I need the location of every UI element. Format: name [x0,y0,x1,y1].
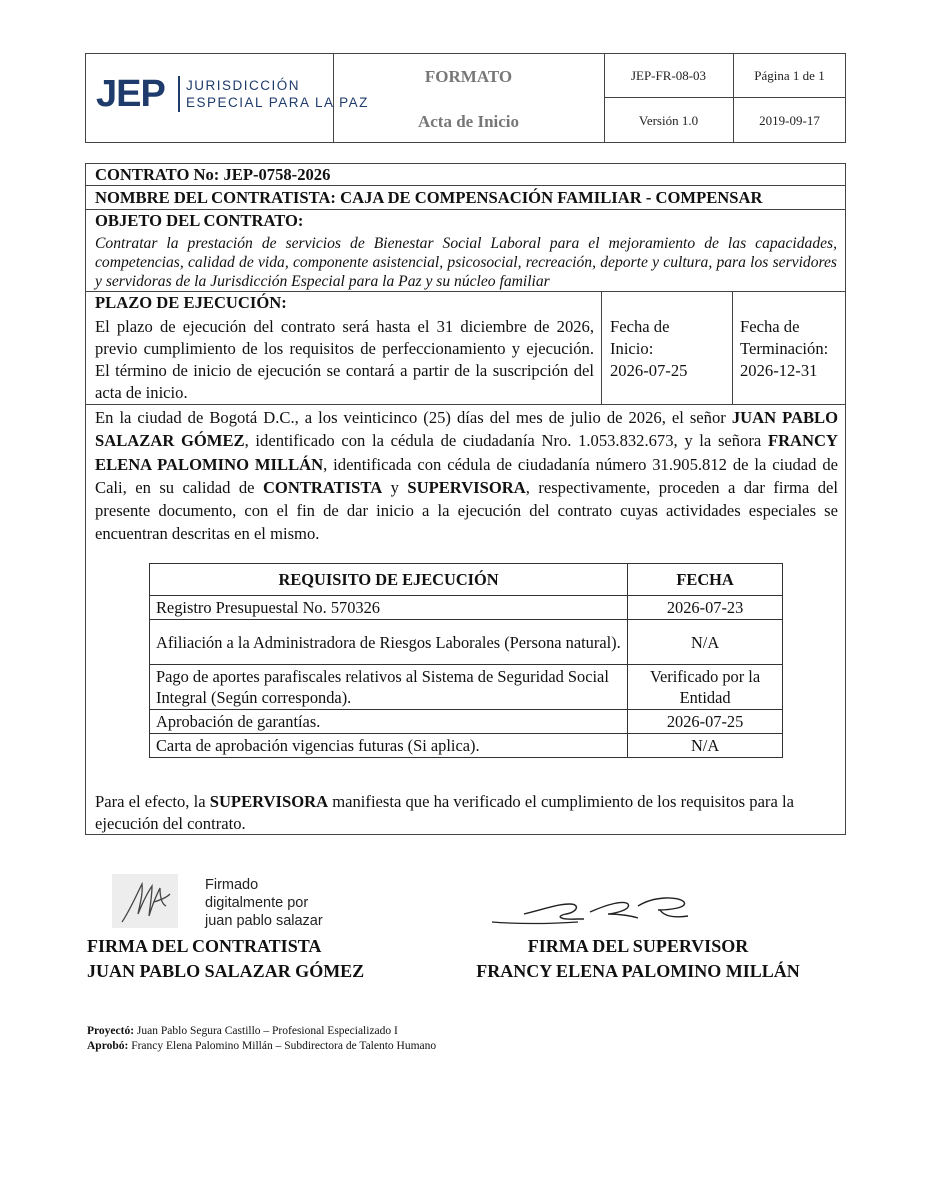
term-label: PLAZO DE EJECUCIÓN: [95,293,287,312]
table-row: Pago de aportes parafiscales relativos al Sistema de Seguridad Social Integral (Según corresponda). Verificado por la Entidad [150,665,783,710]
end-date: Fecha de Terminación: 2026-12-31 [740,317,829,380]
format-code: JEP-FR-08-03 [630,68,707,83]
logo-line-2: ESPECIAL PARA LA PAZ [186,95,369,110]
approved-by: Aprobó: Francy Elena Palomino Millán – Subdirectora de Talento Humano [87,1040,437,1052]
object-label: OBJETO DEL CONTRATO: [95,211,304,230]
closing-paragraph: Para el efecto, la SUPERVISORA manifiesta que ha verificado el cumplimiento de los requisitos para la ejecución del contrato. [95,792,794,833]
digital-signature-mark [112,874,178,928]
table-row: Registro Presupuestal No. 570326 2026-07-23 [150,596,783,620]
contractor-signature-block [87,934,364,984]
contract-number: CONTRATO No: JEP-0758-2026 [95,165,331,184]
document-header [85,53,846,143]
document-type: Acta de Inicio [417,112,520,131]
contractor-name: NOMBRE DEL CONTRATISTA: CAJA DE COMPENSACIÓN FAMILIAR - COMPENSAR [95,188,763,207]
version-date: 2019-09-17 [759,113,820,128]
prepared-by: Proyectó: Juan Pablo Segura Castillo – Profesional Especializado I [87,1025,398,1037]
intro-paragraph: En la ciudad de Bogotá D.C., a los veinticinco (25) días del mes de julio de 2026, el señor JUAN PABLO SALAZAR GÓMEZ, identificado con la cédula de ciudadanía Nro. 1.053.832.673, y la señora FRANCY ELENA PALOMINO MILLÁN, identificada con cédula de ciudadanía número 31.905.812 de la ciudad de Cali, en su calidad de CONTRATISTA y SUPERVISORA, respectivamente, proceden a dar firma del presente documento, con el fin de dar inicio a la ejecución del contrato cuyas actividades especiales se encuentran descritas en el mismo. [95,408,839,544]
object-text: Contratar la prestación de servicios de Bienestar Social Laboral para el mejoramiento de las capacidades, competencias, calidad de vida, componente asistencial, psicosocial, recreación, deporte y cultura, para los servidores y servidoras de la Jurisdicción Especial para la Paz y su núcleo familiar [95,235,837,290]
col-date: FECHA [628,564,783,596]
signature-scribble-icon [112,874,178,928]
start-date: Fecha de Inicio: 2026-07-25 [610,317,688,380]
logo-acronym: JEP [96,73,165,115]
col-requirement: REQUISITO DE EJECUCIÓN [150,564,628,596]
logo-line-1: JURISDICCIÓN [186,78,301,93]
table-row: Afiliación a la Administradora de Riesgos Laborales (Persona natural). N/A [150,620,783,665]
supervisor-signature-name: FRANCY ELENA PALOMINO MILLÁN [476,961,800,981]
supervisor-signature-icon [488,892,698,928]
requirements-table [149,563,783,758]
table-row: Carta de aprobación vigencias futuras (Si aplica). N/A [150,734,783,758]
term-text: El plazo de ejecución del contrato será hasta el 31 diciembre de 2026, previo cumplimiento de los requisitos de perfeccionamiento y ejecución. El término de inicio de ejecución se contará a partir de la suscripción del acta de inicio. [95,317,594,402]
requirements-header [150,564,783,596]
digital-signature-text: Firmado digitalmente por juan pablo salazar [205,877,323,929]
supervisor-signature-block [470,934,806,984]
supervisor-signature-title: FIRMA DEL SUPERVISOR [527,936,749,956]
contractor-signature-name: JUAN PABLO SALAZAR GÓMEZ [87,961,365,981]
format-label: FORMATO [424,67,513,86]
page-number: Página 1 de 1 [754,68,825,83]
table-row: Aprobación de garantías. 2026-07-25 [150,710,783,734]
contractor-signature-title: FIRMA DEL CONTRATISTA [87,936,322,956]
version: Versión 1.0 [638,113,699,128]
